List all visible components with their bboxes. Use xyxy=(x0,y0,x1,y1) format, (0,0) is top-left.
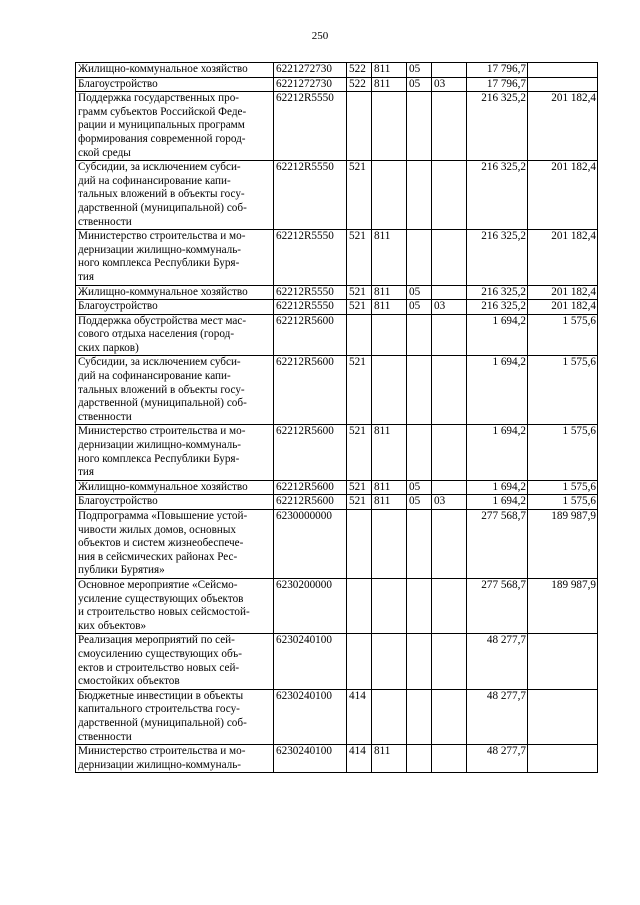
amount-year1-cell: 1 694,2 xyxy=(467,480,528,495)
expense-type-cell: 414 xyxy=(347,745,372,773)
item-name-line: ственности xyxy=(78,730,132,743)
section-cell xyxy=(407,689,432,744)
budget-table xyxy=(75,62,598,773)
item-name-cell xyxy=(76,689,274,744)
target-article-cell: 62212R5600 xyxy=(274,495,347,510)
table-row xyxy=(76,425,598,480)
table-row xyxy=(76,300,598,315)
ministry-code-cell: 811 xyxy=(372,425,407,480)
section-cell: 05 xyxy=(407,77,432,92)
expense-type-cell xyxy=(347,578,372,633)
amount-year1-cell: 216 325,2 xyxy=(467,161,528,230)
item-name-line: объектов и систем жизнеобеспече- xyxy=(78,537,244,550)
section-cell: 05 xyxy=(407,63,432,78)
ministry-code-cell xyxy=(372,314,407,356)
ministry-code-cell xyxy=(372,161,407,230)
item-name-line: ственности xyxy=(78,215,132,228)
item-name-cell xyxy=(76,634,274,689)
item-name-line: ектов и строительство новых сей- xyxy=(78,661,240,674)
item-name-line: публики Бурятия» xyxy=(78,564,165,577)
target-article-cell: 62212R5600 xyxy=(274,356,347,425)
target-article-cell: 6230000000 xyxy=(274,510,347,579)
amount-year2-cell: 1 575,6 xyxy=(528,480,598,495)
section-cell: 05 xyxy=(407,480,432,495)
amount-year2-cell xyxy=(528,689,598,744)
item-name-line: Субсидии, за исключением субси- xyxy=(78,356,241,369)
item-name-line: ного комплекса Республики Буря- xyxy=(78,452,240,465)
amount-year1-cell: 1 694,2 xyxy=(467,495,528,510)
item-name-line: и строительство новых сейсмостой- xyxy=(78,606,250,619)
expense-type-cell: 521 xyxy=(347,425,372,480)
subsection-cell xyxy=(432,689,467,744)
section-cell: 05 xyxy=(407,495,432,510)
item-name-line: Подпрограмма «Повышение устой- xyxy=(78,510,248,522)
item-name-line: формирования современной город- xyxy=(78,132,246,145)
item-name-line: ской среды xyxy=(78,146,131,159)
table-row xyxy=(76,63,598,78)
amount-year1-cell: 216 325,2 xyxy=(467,230,528,285)
target-article-cell: 6230240100 xyxy=(274,745,347,773)
amount-year2-cell xyxy=(528,634,598,689)
table-body xyxy=(76,63,598,773)
item-name-line: Субсидии, за исключением субси- xyxy=(78,161,241,174)
ministry-code-cell xyxy=(372,578,407,633)
ministry-code-cell: 811 xyxy=(372,480,407,495)
item-name-line: Благоустройство xyxy=(78,495,158,508)
table-row xyxy=(76,314,598,356)
item-name-line: дернизации жилищно-коммуналь- xyxy=(78,243,242,256)
table-row xyxy=(76,480,598,495)
table-row xyxy=(76,634,598,689)
subsection-cell xyxy=(432,425,467,480)
item-name-cell xyxy=(76,495,274,510)
item-name-line: Жилищно-коммунальное хозяйство xyxy=(78,480,248,493)
ministry-code-cell: 811 xyxy=(372,230,407,285)
amount-year2-cell: 1 575,6 xyxy=(528,356,598,425)
amount-year1-cell: 1 694,2 xyxy=(467,314,528,356)
item-name-line: Реализация мероприятий по сей- xyxy=(78,634,235,647)
target-article-cell: 62212R5550 xyxy=(274,161,347,230)
item-name-cell xyxy=(76,425,274,480)
ministry-code-cell xyxy=(372,356,407,425)
item-name-line: тия xyxy=(78,270,95,283)
amount-year2-cell xyxy=(528,745,598,773)
subsection-cell xyxy=(432,230,467,285)
subsection-cell xyxy=(432,480,467,495)
target-article-cell: 62212R5600 xyxy=(274,314,347,356)
item-name-line: ственности xyxy=(78,410,132,423)
item-name-line: тальных вложений в объекты госу- xyxy=(78,188,245,201)
item-name-cell xyxy=(76,745,274,773)
item-name-cell xyxy=(76,300,274,315)
expense-type-cell xyxy=(347,314,372,356)
table-row xyxy=(76,495,598,510)
item-name-line: тия xyxy=(78,466,95,479)
subsection-cell xyxy=(432,314,467,356)
item-name-cell xyxy=(76,77,274,92)
expense-type-cell: 521 xyxy=(347,285,372,300)
item-name-line: дарственной (муниципальной) соб- xyxy=(78,397,247,410)
expense-type-cell xyxy=(347,510,372,579)
ministry-code-cell: 811 xyxy=(372,285,407,300)
amount-year1-cell: 277 568,7 xyxy=(467,510,528,579)
expense-type-cell: 521 xyxy=(347,161,372,230)
item-name-cell xyxy=(76,314,274,356)
amount-year1-cell: 17 796,7 xyxy=(467,63,528,78)
item-name-line: ких объектов» xyxy=(78,619,147,632)
item-name-line: чивости жилых домов, основных xyxy=(78,523,236,536)
amount-year1-cell: 216 325,2 xyxy=(467,300,528,315)
expense-type-cell xyxy=(347,634,372,689)
amount-year1-cell: 48 277,7 xyxy=(467,634,528,689)
table-row xyxy=(76,745,598,773)
section-cell xyxy=(407,425,432,480)
ministry-code-cell: 811 xyxy=(372,300,407,315)
expense-type-cell xyxy=(347,92,372,161)
amount-year2-cell xyxy=(528,77,598,92)
item-name-line: дернизации жилищно-коммуналь- xyxy=(78,439,242,452)
item-name-line: ских парков) xyxy=(78,341,139,354)
expense-type-cell: 521 xyxy=(347,300,372,315)
expense-type-cell: 521 xyxy=(347,230,372,285)
item-name-line: капитального строительства госу- xyxy=(78,703,240,716)
table-row xyxy=(76,92,598,161)
subsection-cell: 03 xyxy=(432,495,467,510)
section-cell xyxy=(407,314,432,356)
amount-year1-cell: 277 568,7 xyxy=(467,578,528,633)
table-row xyxy=(76,578,598,633)
table-row xyxy=(76,285,598,300)
item-name-line: Министерство строительства и мо- xyxy=(78,230,246,243)
item-name-cell xyxy=(76,510,274,579)
item-name-line: тальных вложений в объекты госу- xyxy=(78,383,245,396)
amount-year1-cell: 1 694,2 xyxy=(467,425,528,480)
item-name-line: дернизации жилищно-коммуналь- xyxy=(78,758,242,771)
item-name-cell xyxy=(76,161,274,230)
expense-type-cell: 521 xyxy=(347,480,372,495)
subsection-cell: 03 xyxy=(432,77,467,92)
item-name-cell xyxy=(76,63,274,78)
amount-year2-cell: 1 575,6 xyxy=(528,495,598,510)
item-name-cell xyxy=(76,230,274,285)
item-name-line: Министерство строительства и мо- xyxy=(78,745,246,758)
item-name-line: усиление существующих объектов xyxy=(78,592,244,605)
target-article-cell: 62212R5600 xyxy=(274,480,347,495)
section-cell xyxy=(407,92,432,161)
item-name-line: Бюджетные инвестиции в объекты xyxy=(78,689,244,702)
item-name-line: Благоустройство xyxy=(78,77,158,90)
subsection-cell xyxy=(432,285,467,300)
item-name-cell xyxy=(76,356,274,425)
section-cell xyxy=(407,230,432,285)
item-name-cell xyxy=(76,480,274,495)
section-cell: 05 xyxy=(407,285,432,300)
section-cell xyxy=(407,578,432,633)
table-row xyxy=(76,356,598,425)
item-name-line: Благоустройство xyxy=(78,300,158,313)
subsection-cell xyxy=(432,92,467,161)
item-name-line: дарственной (муниципальной) соб- xyxy=(78,716,247,729)
target-article-cell: 62212R5550 xyxy=(274,300,347,315)
section-cell xyxy=(407,161,432,230)
table-row xyxy=(76,161,598,230)
amount-year1-cell: 216 325,2 xyxy=(467,92,528,161)
ministry-code-cell: 811 xyxy=(372,77,407,92)
ministry-code-cell xyxy=(372,634,407,689)
amount-year2-cell: 189 987,9 xyxy=(528,510,598,579)
item-name-cell xyxy=(76,92,274,161)
amount-year2-cell: 1 575,6 xyxy=(528,425,598,480)
ministry-code-cell xyxy=(372,510,407,579)
subsection-cell xyxy=(432,356,467,425)
expense-type-cell: 522 xyxy=(347,77,372,92)
amount-year2-cell: 201 182,4 xyxy=(528,161,598,230)
table-row xyxy=(76,689,598,744)
section-cell xyxy=(407,356,432,425)
subsection-cell xyxy=(432,161,467,230)
item-name-line: дарственной (муниципальной) соб- xyxy=(78,201,247,214)
item-name-line: дий на софинансирование капи- xyxy=(78,370,231,383)
amount-year2-cell: 189 987,9 xyxy=(528,578,598,633)
amount-year2-cell xyxy=(528,63,598,78)
item-name-line: смоусилению существующих объ- xyxy=(78,647,242,660)
target-article-cell: 6221272730 xyxy=(274,77,347,92)
target-article-cell: 6221272730 xyxy=(274,63,347,78)
amount-year1-cell: 48 277,7 xyxy=(467,745,528,773)
table-row xyxy=(76,77,598,92)
expense-type-cell: 522 xyxy=(347,63,372,78)
subsection-cell xyxy=(432,578,467,633)
subsection-cell xyxy=(432,745,467,773)
ministry-code-cell xyxy=(372,92,407,161)
expense-type-cell: 521 xyxy=(347,495,372,510)
subsection-cell: 03 xyxy=(432,300,467,315)
item-name-line: Основное мероприятие «Сейсмо- xyxy=(78,578,238,591)
target-article-cell: 62212R5550 xyxy=(274,92,347,161)
table-row xyxy=(76,510,598,579)
item-name-line: грамм субъектов Российской Феде- xyxy=(78,105,247,118)
subsection-cell xyxy=(432,634,467,689)
target-article-cell: 62212R5550 xyxy=(274,230,347,285)
amount-year2-cell: 201 182,4 xyxy=(528,285,598,300)
amount-year1-cell: 1 694,2 xyxy=(467,356,528,425)
amount-year2-cell: 1 575,6 xyxy=(528,314,598,356)
item-name-line: Поддержка государственных про- xyxy=(78,92,240,105)
item-name-cell xyxy=(76,578,274,633)
item-name-cell xyxy=(76,285,274,300)
section-cell xyxy=(407,634,432,689)
amount-year2-cell: 201 182,4 xyxy=(528,300,598,315)
subsection-cell xyxy=(432,510,467,579)
item-name-line: ного комплекса Республики Буря- xyxy=(78,257,240,270)
expense-type-cell: 521 xyxy=(347,356,372,425)
ministry-code-cell: 811 xyxy=(372,745,407,773)
item-name-line: Жилищно-коммунальное хозяйство xyxy=(78,63,248,75)
page-number: 250 xyxy=(311,30,329,42)
amount-year2-cell: 201 182,4 xyxy=(528,92,598,161)
item-name-line: смостойких объектов xyxy=(78,675,180,688)
target-article-cell: 6230240100 xyxy=(274,689,347,744)
item-name-line: Жилищно-коммунальное хозяйство xyxy=(78,285,248,298)
expense-type-cell: 414 xyxy=(347,689,372,744)
item-name-line: рации и муниципальных программ xyxy=(78,119,245,132)
target-article-cell: 6230200000 xyxy=(274,578,347,633)
amount-year1-cell: 216 325,2 xyxy=(467,285,528,300)
section-cell xyxy=(407,510,432,579)
item-name-line: Поддержка обустройства мест мас- xyxy=(78,314,247,327)
section-cell: 05 xyxy=(407,300,432,315)
ministry-code-cell: 811 xyxy=(372,63,407,78)
subsection-cell xyxy=(432,63,467,78)
item-name-line: Министерство строительства и мо- xyxy=(78,425,246,438)
section-cell xyxy=(407,745,432,773)
ministry-code-cell: 811 xyxy=(372,495,407,510)
amount-year2-cell: 201 182,4 xyxy=(528,230,598,285)
item-name-line: сового отдыха населения (город- xyxy=(78,328,235,341)
amount-year1-cell: 48 277,7 xyxy=(467,689,528,744)
target-article-cell: 62212R5600 xyxy=(274,425,347,480)
table-row xyxy=(76,230,598,285)
target-article-cell: 62212R5550 xyxy=(274,285,347,300)
amount-year1-cell: 17 796,7 xyxy=(467,77,528,92)
target-article-cell: 6230240100 xyxy=(274,634,347,689)
ministry-code-cell xyxy=(372,689,407,744)
item-name-line: дий на софинансирование капи- xyxy=(78,174,231,187)
item-name-line: ния в сейсмических районах Рес- xyxy=(78,550,238,563)
